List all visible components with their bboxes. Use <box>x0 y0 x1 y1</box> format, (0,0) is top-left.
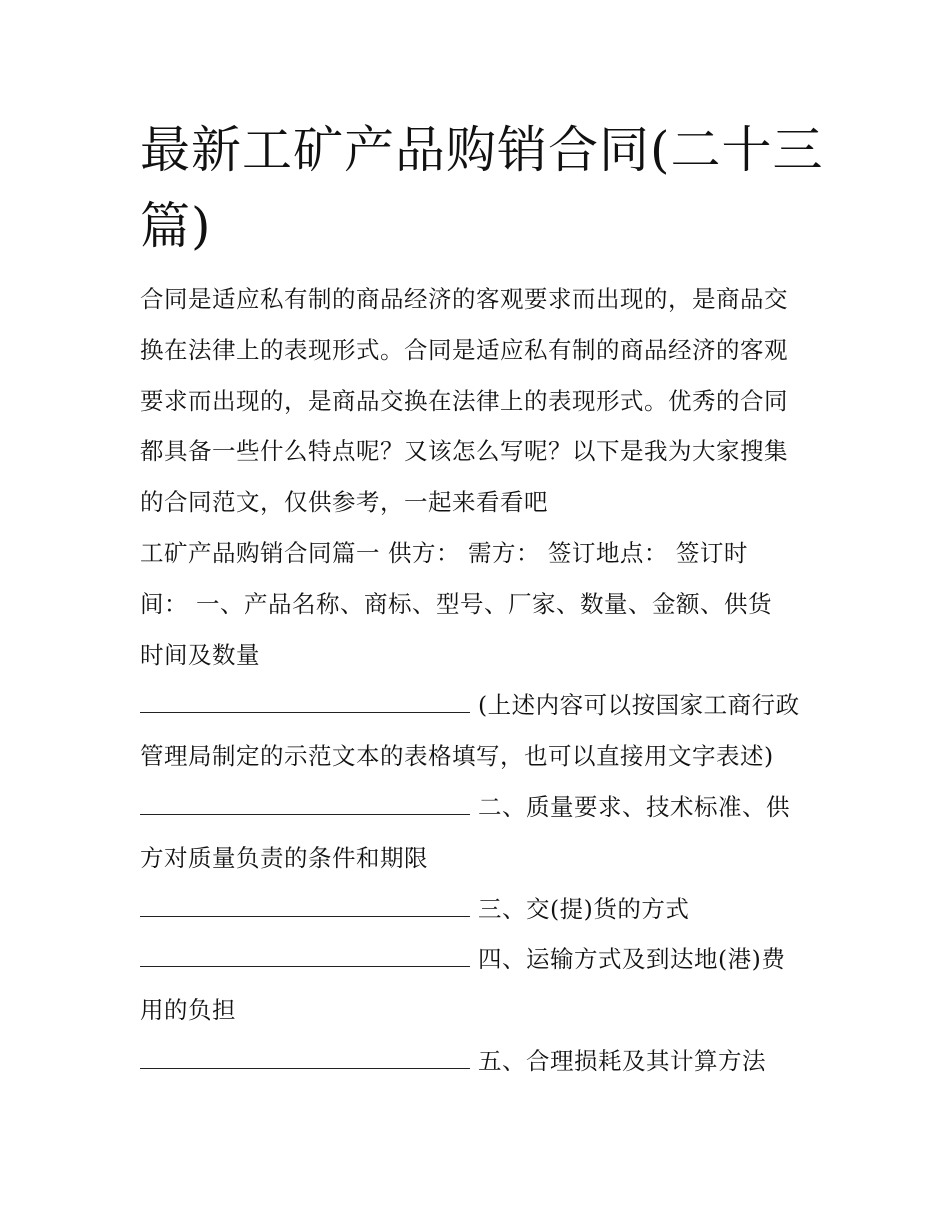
line-text: (上述内容可以按国家工商行政 <box>478 691 800 720</box>
line-text: 四、运输方式及到达地(港)费 <box>478 945 786 974</box>
paragraph-line: 时间及数量 <box>140 640 260 669</box>
paragraph-line: 换在法律上的表现形式。合同是适应私有制的商品经济的客观 <box>140 335 788 364</box>
paragraph-line: 工矿产品购销合同篇一 供方： 需方： 签订地点： 签订时 <box>140 538 748 567</box>
paragraph-line <box>140 884 830 935</box>
fill-in-blank <box>140 794 470 815</box>
paragraph-line: 都具备一些什么特点呢？又该怎么写呢？以下是我为大家搜集 <box>140 437 788 466</box>
line-text: 三、交(提)货的方式 <box>478 894 690 923</box>
title-line: 最新工矿产品购销合同(二十三 <box>140 121 824 179</box>
fill-in-blank <box>140 1048 470 1069</box>
document-title <box>140 112 830 264</box>
line-text: 五、合理损耗及其计算方法 <box>478 1046 766 1075</box>
paragraph-line: 合同是适应私有制的商品经济的客观要求而出现的，是商品交 <box>140 285 788 313</box>
paragraph-line: 的合同范文，仅供参考，一起来看看吧 <box>140 488 548 517</box>
line-text: 二、质量要求、技术标准、供 <box>478 792 790 821</box>
paragraph-line: 用的负担 <box>140 996 236 1025</box>
paragraph-line <box>140 680 830 731</box>
fill-in-blank <box>140 896 470 917</box>
fill-in-blank <box>140 946 470 967</box>
paragraph-line <box>140 1036 830 1087</box>
paragraph-line <box>140 782 830 833</box>
paragraph-line: 间： 一、产品名称、商标、型号、厂家、数量、金额、供货 <box>140 589 772 618</box>
paragraph-line <box>140 934 830 985</box>
document-body <box>140 274 830 1087</box>
paragraph-line: 方对质量负责的条件和期限 <box>140 843 428 872</box>
title-line: 篇) <box>140 197 212 255</box>
fill-in-blank <box>140 692 470 713</box>
paragraph-line: 要求而出现的，是商品交换在法律上的表现形式。优秀的合同 <box>140 386 788 415</box>
paragraph-line: 管理局制定的示范文本的表格填写，也可以直接用文字表述) <box>140 742 774 771</box>
